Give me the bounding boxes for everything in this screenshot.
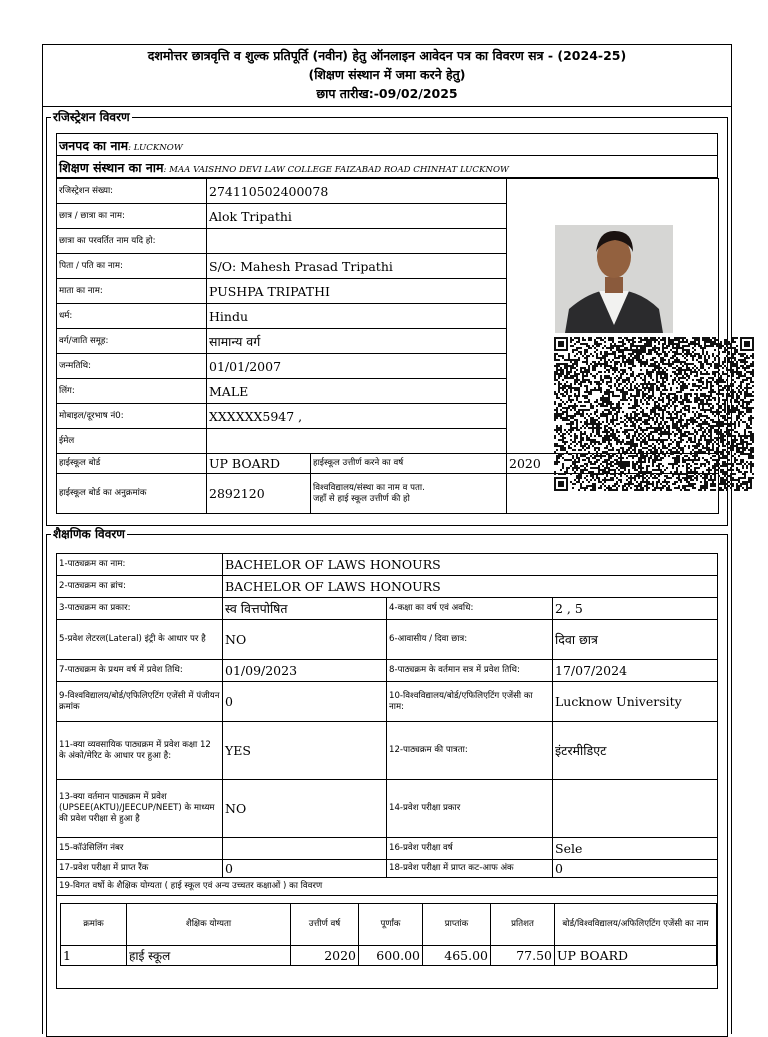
hs-year-label: हाईस्कूल उत्तीर्ण करने का वर्ष bbox=[311, 454, 507, 474]
university-name-label: 10-विश्वविद्यालय/बोर्ड/एफिलिएटिंग एजेंसी का नाम: bbox=[387, 682, 553, 722]
eligibility-label: 12-पाठ्यक्रम की पात्रता: bbox=[387, 722, 553, 780]
qr-code bbox=[554, 337, 754, 491]
history-header-percent: प्रतिशत bbox=[491, 904, 555, 946]
district-row bbox=[57, 134, 718, 156]
student-name: Alok Tripathi bbox=[207, 204, 507, 229]
student-photo bbox=[555, 225, 673, 333]
reg-label-2: छात्रा का परवर्तित नाम यदि हो: bbox=[57, 229, 207, 254]
gender: MALE bbox=[207, 379, 507, 404]
residential-value: दिवा छात्र bbox=[553, 620, 718, 660]
hs-school-label-line1: विश्वविद्यालय/संस्था का नाम व पता. bbox=[313, 482, 425, 493]
branch-value: BACHELOR OF LAWS HONOURS bbox=[223, 576, 718, 598]
counselling-value bbox=[223, 838, 387, 860]
history-table bbox=[60, 903, 717, 966]
history-header-year: उत्तीर्ण वर्ष bbox=[291, 904, 359, 946]
reg-label-0: रजिस्ट्रेशन संख्या: bbox=[57, 179, 207, 204]
exam-year-value: Sele bbox=[553, 838, 718, 860]
history-qualification: हाई स्कूल bbox=[127, 946, 291, 966]
institute-label: शिक्षण संस्थान का नाम bbox=[59, 160, 164, 175]
cutoff-label: 18-प्रवेश परीक्षा में प्राप्त कट-आफ अंक bbox=[387, 860, 553, 878]
merit-admission-value: YES bbox=[223, 722, 387, 780]
current-admission-value: 17/07/2024 bbox=[553, 660, 718, 682]
reg-label-6: वर्ग/जाति समूह: bbox=[57, 329, 207, 354]
first-admission-label: 7-पाठ्यक्रम के प्रथम वर्ष में प्रवेश तिथि: bbox=[57, 660, 223, 682]
date-of-birth: 01/01/2007 bbox=[207, 354, 507, 379]
district-label: जनपद का नाम bbox=[59, 138, 129, 153]
student-photo-image bbox=[555, 225, 673, 333]
email bbox=[207, 429, 507, 454]
merit-admission-label: 11-क्या व्यवसायिक पाठ्यक्रम में प्रवेश कक्षा 12 के अंको/मेरिट के आधार पर हुआ है: bbox=[57, 722, 223, 780]
history-label: 19-विगत वर्षो के शैक्षिक योग्यता ( हाई स्कूल एवं अन्य उच्चतर कक्षाओं ) का विवरण bbox=[57, 878, 718, 896]
institute-value: : MAA VAISHNO DEVI LAW COLLEGE FAIZABAD ROAD CHINHAT LUCKNOW bbox=[163, 165, 509, 175]
print-date: छाप तारीख:-09/02/2025 bbox=[316, 86, 458, 101]
application-form bbox=[42, 44, 732, 1034]
hs-school-label-line2: जहाँ से हाई स्कूल उत्तीर्ण की हो bbox=[313, 493, 410, 504]
registration-header-table bbox=[56, 133, 718, 178]
district-value: : LUCKNOW bbox=[128, 143, 183, 153]
history-header-max-marks: पूर्णांक bbox=[359, 904, 423, 946]
history-obtained: 465.00 bbox=[423, 946, 491, 966]
reg-label-5: धर्म: bbox=[57, 304, 207, 329]
course-type-value: स्व वित्तपोषित bbox=[223, 598, 387, 620]
hs-board-label: हाईस्कूल बोर्ड bbox=[57, 454, 207, 474]
registration-number: 274110502400078 bbox=[207, 179, 507, 204]
exam-type-label: 14-प्रवेश परीक्षा प्रकार bbox=[387, 780, 553, 838]
form-title: दशमोत्तर छात्रवृत्ति व शुल्क प्रतिपूर्ति (नवीन) हेतु ऑनलाइन आवेदन पत्र का विवरण सत्र - (2024-25) bbox=[147, 48, 627, 63]
year-duration-label: 4-कक्षा का वर्ष एवं अवधि: bbox=[387, 598, 553, 620]
academic-legend: शैक्षणिक विवरण bbox=[53, 527, 125, 541]
eligibility-value: इंटरमीडिएट bbox=[553, 722, 718, 780]
hs-school-label bbox=[311, 474, 507, 514]
mobile-number: XXXXXX5947 , bbox=[207, 404, 507, 429]
religion: Hindu bbox=[207, 304, 507, 329]
form-header bbox=[43, 45, 731, 107]
university-reg-label: 9-विश्वविद्यालय/बोर्ड/एफिलिएटिंग एजेंसी में पंजीयन क्रमांक bbox=[57, 682, 223, 722]
year-duration-value: 2 , 5 bbox=[553, 598, 718, 620]
reg-label-1: छात्र / छात्रा का नाम: bbox=[57, 204, 207, 229]
history-percent: 77.50 bbox=[491, 946, 555, 966]
hs-year-value: 2020 bbox=[507, 454, 719, 474]
reg-label-4: माता का नाम: bbox=[57, 279, 207, 304]
university-name-value: Lucknow University bbox=[553, 682, 718, 722]
history-header-qualification: शैक्षिक योग्यता bbox=[127, 904, 291, 946]
entrance-exam-label: 13-क्या वर्तमान पाठ्यक्रम में प्रवेश (UPSEE(AKTU)/JEECUP/NEET) के माध्यम की प्रवेश परीक्षा से हुआ है bbox=[57, 780, 223, 838]
exam-year-label: 16-प्रवेश परीक्षा वर्ष bbox=[387, 838, 553, 860]
reg-label-7: जन्मतिथि: bbox=[57, 354, 207, 379]
reg-label-3: पिता / पति का नाम: bbox=[57, 254, 207, 279]
history-header-serial: क्रमांक bbox=[61, 904, 127, 946]
history-year: 2020 bbox=[291, 946, 359, 966]
table-row bbox=[61, 946, 717, 966]
reg-label-10: ईमेल bbox=[57, 429, 207, 454]
hs-board-value: UP BOARD bbox=[207, 454, 311, 474]
father-name: S/O: Mahesh Prasad Tripathi bbox=[207, 254, 507, 279]
cutoff-value: 0 bbox=[553, 860, 718, 878]
university-reg-value: 0 bbox=[223, 682, 387, 722]
form-subtitle: (शिक्षण संस्थान में जमा करने हेतु) bbox=[308, 67, 466, 82]
history-serial: 1 bbox=[61, 946, 127, 966]
entrance-exam-value: NO bbox=[223, 780, 387, 838]
exam-rank-value: 0 bbox=[223, 860, 387, 878]
history-header-obtained: प्राप्तांक bbox=[423, 904, 491, 946]
exam-rank-label: 17-प्रवेश परीक्षा में प्राप्त रैंक bbox=[57, 860, 223, 878]
history-board: UP BOARD bbox=[555, 946, 717, 966]
changed-name bbox=[207, 229, 507, 254]
current-admission-label: 8-पाठ्यक्रम के वर्तमान सत्र में प्रवेश तिथि: bbox=[387, 660, 553, 682]
hs-roll-value: 2892120 bbox=[207, 474, 311, 514]
course-label: 1-पाठ्यक्रम का नाम: bbox=[57, 554, 223, 576]
exam-type-value bbox=[553, 780, 718, 838]
course-value: BACHELOR OF LAWS HONOURS bbox=[223, 554, 718, 576]
lateral-entry-label: 5-प्रवेश लेटरल(Lateral) इंट्री के आधार पर है bbox=[57, 620, 223, 660]
history-max-marks: 600.00 bbox=[359, 946, 423, 966]
hs-roll-label: हाईस्कूल बोर्ड का अनुक्रमांक bbox=[57, 474, 207, 514]
branch-label: 2-पाठ्यक्रम का ब्रांच: bbox=[57, 576, 223, 598]
reg-label-9: मोबाइल/दूरभाष नं0: bbox=[57, 404, 207, 429]
counselling-label: 15-कॉउंसिलिंग नंबर bbox=[57, 838, 223, 860]
course-type-label: 3-पाठ्यक्रम का प्रकार: bbox=[57, 598, 223, 620]
mother-name: PUSHPA TRIPATHI bbox=[207, 279, 507, 304]
category: सामान्य वर्ग bbox=[207, 329, 507, 354]
institute-row bbox=[57, 156, 718, 178]
reg-label-8: लिंग: bbox=[57, 379, 207, 404]
lateral-entry-value: NO bbox=[223, 620, 387, 660]
history-header-board: बोर्ड/विश्वविद्यालय/अफिलिएटिंग एजेंसी का नाम bbox=[555, 904, 717, 946]
registration-legend: रजिस्ट्रेशन विवरण bbox=[53, 110, 130, 124]
residential-label: 6-आवासीय / दिवा छात्र: bbox=[387, 620, 553, 660]
first-admission-value: 01/09/2023 bbox=[223, 660, 387, 682]
